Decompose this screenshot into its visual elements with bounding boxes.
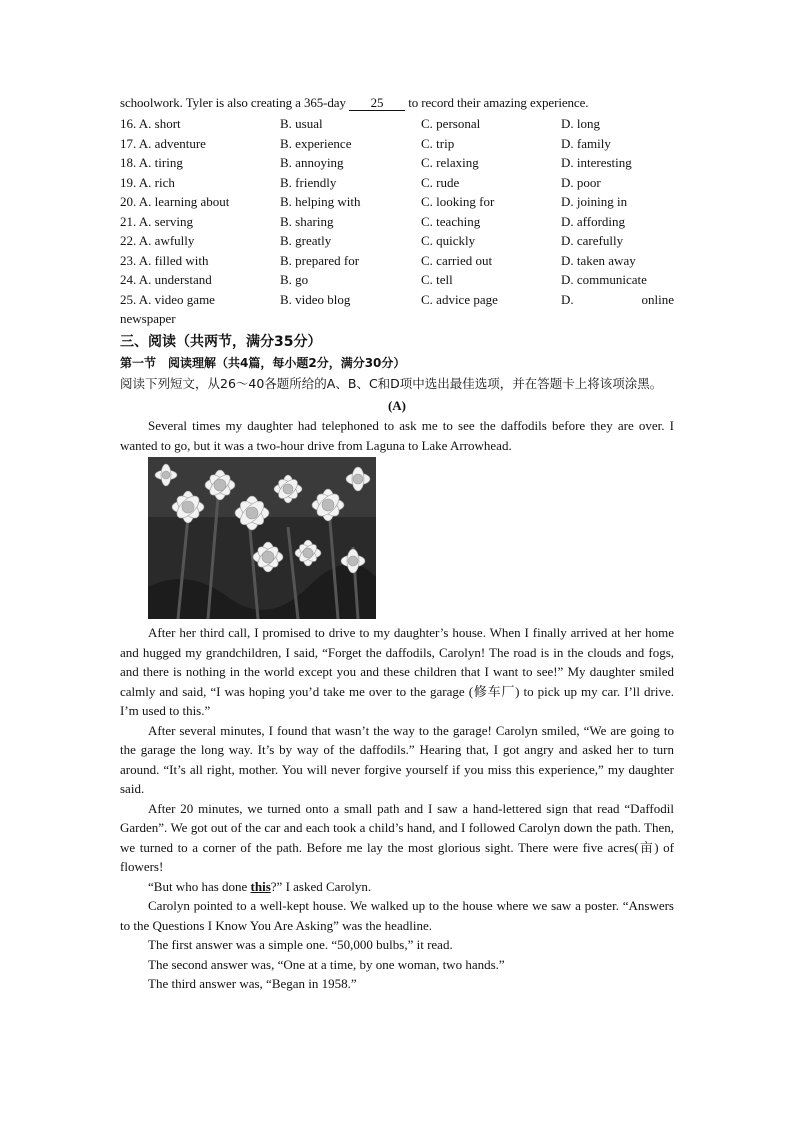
option-c: C. advice page	[421, 291, 498, 307]
option-d-word: online	[641, 291, 674, 307]
option-d: D. joining in	[561, 194, 628, 209]
exam-page	[120, 92, 674, 994]
intro-text-before: schoolwork. Tyler is also creating a 365-day	[120, 95, 346, 110]
option-row-16	[120, 114, 674, 134]
option-a: 25. A. video game	[120, 291, 215, 307]
option-b: B. greatly	[280, 233, 332, 248]
underlined-word: this	[250, 878, 271, 894]
option-row-22	[120, 231, 674, 251]
option-b: B. helping with	[280, 194, 361, 209]
option-d: D. family	[561, 135, 611, 151]
daffodils-photo	[148, 457, 376, 619]
option-row-18	[120, 153, 674, 173]
option-a: 21. A. serving	[120, 213, 193, 229]
paragraph-5-after: ?” I asked Carolyn.	[270, 878, 372, 894]
option-b: B. sharing	[280, 213, 334, 229]
option-d: D. carefully	[561, 233, 624, 248]
option-b: B. experience	[280, 135, 352, 151]
intro-text-after: to record their amazing experience.	[408, 95, 589, 110]
option-row-17	[120, 134, 674, 154]
option-c: C. personal	[421, 116, 481, 131]
option-d: D. poor	[561, 174, 601, 190]
paragraph-2: After her third call, I promised to drive to my daughter’s house. When I finally arrived at her home and hugged my grandchildren, I said, “Forget the daffodils, Carolyn! The road is in the clouds and fogs, and there is nothing in the world except you and these children that I want to see!” My daughter smiled calmly and said, “I was hoping you’d take me over to the garage (修车厂) to pick up my car. I’ll drive. I’m used to this.”	[120, 625, 674, 718]
paragraph-4: After 20 minutes, we turned onto a small path and I saw a hand-lettered sign that read “Daffodil Garden”. We got out of the car and each took a child’s hand, and I followed Carolyn down the path. Then, we turned to a corner of the path. Before me lay the most glorious sight. There were five acres(亩) of flowers!	[120, 800, 674, 874]
option-d: D. affording	[561, 213, 626, 229]
option-c: C. rude	[421, 174, 460, 190]
option-row-25	[120, 290, 674, 310]
paragraph-5	[120, 877, 674, 897]
passage-label: (A)	[387, 398, 407, 413]
option-a: 16. A. short	[120, 116, 181, 131]
option-a: 18. A. tiring	[120, 155, 183, 170]
options-list	[120, 114, 674, 329]
option-d	[561, 290, 674, 310]
option-d: D. long	[561, 116, 600, 131]
paragraph-7: The first answer was a simple one. “50,000 bulbs,” it read.	[148, 937, 453, 952]
option-row-19	[120, 173, 674, 193]
option-a: 24. A. understand	[120, 272, 212, 287]
paragraph-5-before: “But who has done	[148, 878, 251, 894]
option-c: C. carried out	[421, 252, 493, 268]
option-row-23	[120, 251, 674, 271]
option-b: B. friendly	[280, 174, 337, 190]
option-a: 19. A. rich	[120, 174, 175, 190]
intro-line	[120, 92, 674, 114]
option-d: D. interesting	[561, 155, 632, 170]
option-d: D. communicate	[561, 272, 647, 287]
option-d: D. taken away	[561, 252, 636, 268]
instructions: 阅读下列短文，从26～40各题所给的A、B、C和D项中选出最佳选项，并在答题卡上将该项涂黑。	[120, 376, 663, 391]
option-c: C. relaxing	[421, 155, 479, 170]
option-a: 22. A. awfully	[120, 233, 195, 248]
option-a: 20. A. learning about	[120, 194, 230, 209]
option-b: B. annoying	[280, 155, 344, 170]
option-row-21	[120, 212, 674, 232]
option-a: 17. A. adventure	[120, 135, 206, 151]
option-d-letter: D.	[561, 291, 574, 307]
option-c: C. quickly	[421, 233, 476, 248]
section-title: 三、阅读（共两节，满分35分）	[120, 334, 322, 350]
paragraph-9: The third answer was, “Began in 1958.”	[148, 976, 357, 991]
answer-blank-25: 25	[349, 96, 405, 111]
option-b: B. video blog	[280, 291, 351, 307]
option-c: C. teaching	[421, 213, 481, 229]
option-row-20	[120, 192, 674, 212]
option-b: B. usual	[280, 116, 323, 131]
option-d-wrap: newspaper	[120, 311, 176, 326]
paragraph-1: Several times my daughter had telephoned to ask me to see the daffodils before they are over. I wanted to go, but it was a two-hour drive from Laguna to Lake Arrowhead.	[120, 418, 674, 453]
option-row-24	[120, 270, 674, 290]
paragraph-6: Carolyn pointed to a well-kept house. We walked up to the house where we saw a poster. “Answers to the Questions I Know You Are Asking” was the headline.	[120, 898, 674, 933]
option-a: 23. A. filled with	[120, 252, 209, 268]
subsection-title: 第一节 阅读理解（共4篇，每小题2分，满分30分）	[120, 356, 406, 370]
paragraph-8: The second answer was, “One at a time, by one woman, two hands.”	[148, 956, 505, 972]
option-c: C. tell	[421, 272, 453, 287]
option-c: C. looking for	[421, 194, 495, 209]
paragraph-3: After several minutes, I found that wasn’t the way to the garage! Carolyn smiled, “We are going to the garage the long way. It’s by way of the daffodils.” Hearing that, I got angry and asked her to turn around. “It’s all right, mother. You will never forgive yourself if you miss this experience,” my daughter said.	[120, 722, 674, 796]
option-c: C. trip	[421, 135, 455, 151]
option-b: B. go	[280, 272, 309, 287]
option-b: B. prepared for	[280, 252, 360, 268]
